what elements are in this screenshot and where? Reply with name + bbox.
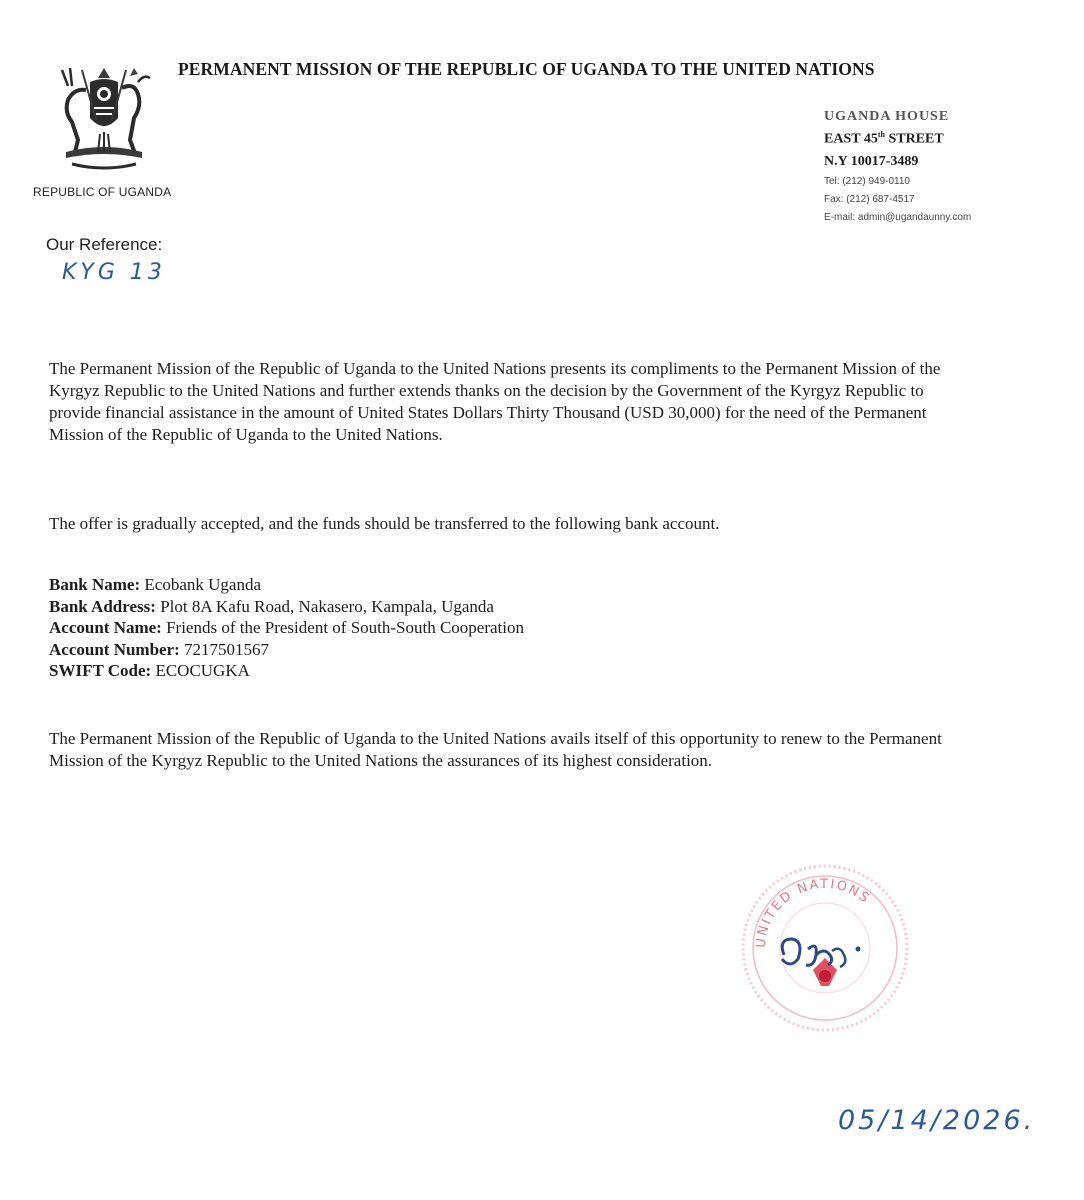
bank-details bbox=[49, 574, 524, 682]
bank-row-account-number: Account Number: 7217501567 bbox=[49, 639, 270, 659]
address-line-3: N.Y 10017-3489 bbox=[824, 153, 919, 169]
seal-text: UNITED NATIONS bbox=[753, 876, 873, 949]
paragraph-acceptance: The offer is gradually accepted, and the funds should be transferred to the following bank account. bbox=[49, 514, 720, 533]
handwritten-signature bbox=[770, 925, 880, 985]
address-line-1: UGANDA HOUSE bbox=[824, 110, 950, 124]
bank-row-address: Bank Address: Plot 8A Kafu Road, Nakasero, Kampala, Uganda bbox=[49, 596, 494, 616]
address-line-2: EAST 45th STREET bbox=[824, 130, 944, 147]
handwritten-date: 05/14/2026. bbox=[838, 1105, 1036, 1136]
paragraph-closing: The Permanent Mission of the Republic of Uganda to the United Nations avails itself of this opportunity to renew to the Permanent Mission of the Kyrgyz Republic to the United Nations the assurances of its highest consideration. bbox=[49, 729, 942, 770]
country-label: REPUBLIC OF UGANDA bbox=[33, 185, 172, 199]
bank-row-account-name: Account Name: Friends of the President of South-South Cooperation bbox=[49, 618, 525, 637]
coat-of-arms-icon bbox=[38, 60, 170, 178]
paragraph-compliments: The Permanent Mission of the Republic of Uganda to the United Nations presents its compliments to the Permanent Mission of the Kyrgyz Republic to the United Nations and further extends thanks on the decision by the Government of the Kyrgyz Republic to provide financial assistance in the amount of United States Dollars Thirty Thousand (USD 30,000) for the need of the Permanent Mission of the Republic of Uganda to the United Nations. bbox=[49, 359, 941, 444]
bank-row-swift: SWIFT Code: ECOCUGKA bbox=[49, 661, 250, 680]
fax: Fax: (212) 687-4517 bbox=[824, 193, 915, 205]
email: E-mail: admin@ugandaunny.com bbox=[824, 211, 972, 223]
reference-value: KYG 13 bbox=[62, 260, 166, 285]
letterhead-title: PERMANENT MISSION OF THE REPUBLIC OF UGANDA TO THE UNITED NATIONS bbox=[178, 59, 875, 79]
reference-label: Our Reference: bbox=[46, 235, 163, 254]
telephone: Tel: (212) 949-0110 bbox=[824, 175, 910, 187]
mission-address bbox=[824, 110, 971, 227]
bank-row-name: Bank Name: Ecobank Uganda bbox=[49, 575, 261, 594]
